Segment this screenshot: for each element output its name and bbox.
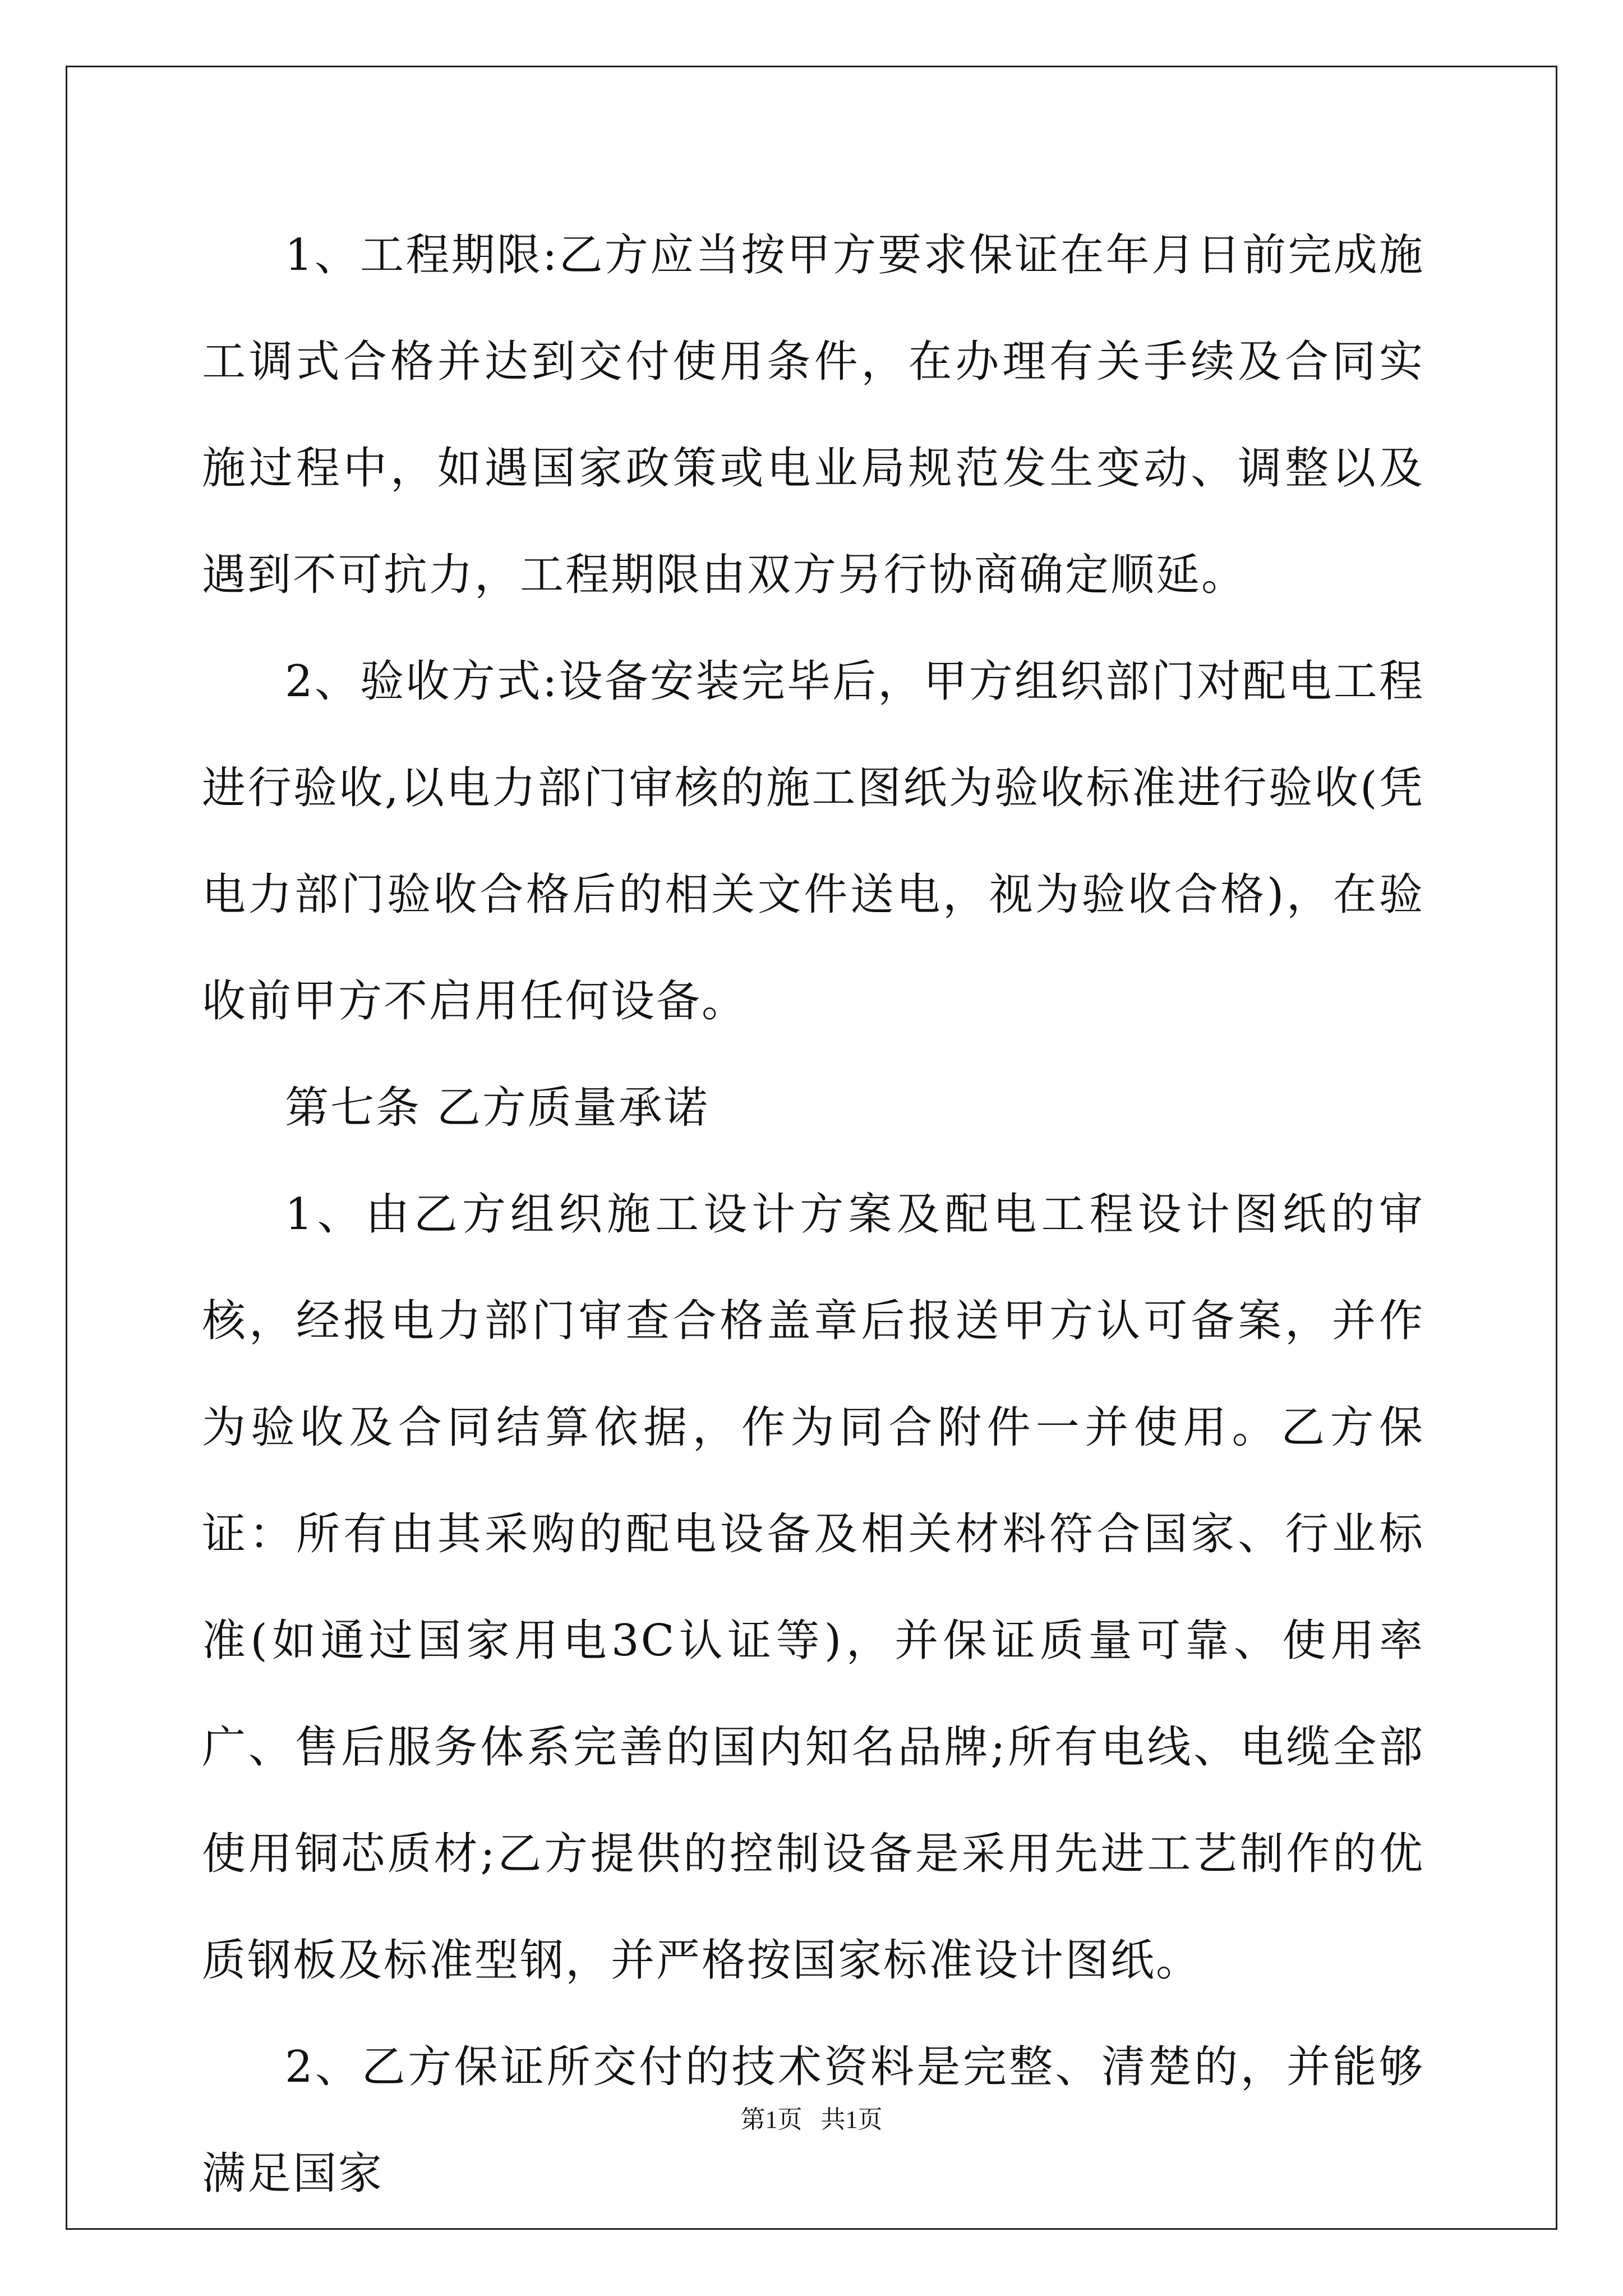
paragraph-quality-commitment-1: 1、由乙方组织施工设计方案及配电工程设计图纸的审核，经报电力部门审查合格盖章后报送甲方认可备案，并作为验收及合同结算依据，作为同合附件一并使用。乙方保证：所有由其采购的配电设备及相关材料符合国家、行业标准(如通过国家用电3C认证等)，并保证质量可靠、使用率广、售后服务体系完善的国内知名品牌;所有电线、电缆全部使用铜芯质材;乙方提供的控制设备是采用先进工艺制作的优质钢板及标准型钢，并严格按国家标准设计图纸。 [202, 1189, 1424, 1986]
section-heading: 第七条 乙方质量承诺 [285, 1083, 709, 1133]
document-body [202, 202, 1424, 2227]
page-number: 第1页 共1页 [740, 2106, 883, 2133]
paragraph-acceptance-method: 2、验收方式:设备安装完毕后，甲方组织部门对配电工程进行验收,以电力部门审核的施工图纸为验收标准进行验收(凭电力部门验收合格后的相关文件送电，视为验收合格)，在验收前甲方不启用任何设备。 [202, 656, 1424, 1027]
paragraph-project-deadline: 1、工程期限:乙方应当按甲方要求保证在年月日前完成施工调式合格并达到交付使用条件，在办理有关手续及合同实施过程中，如遇国家政策或电业局规范发生变动、调整以及遇到不可抗力，工程期限由双方另行协商确定顺延。 [202, 230, 1424, 600]
paragraph-quality-commitment-2: 2、乙方保证所交付的技术资料是完整、清楚的，并能够满足国家 [202, 2042, 1424, 2199]
